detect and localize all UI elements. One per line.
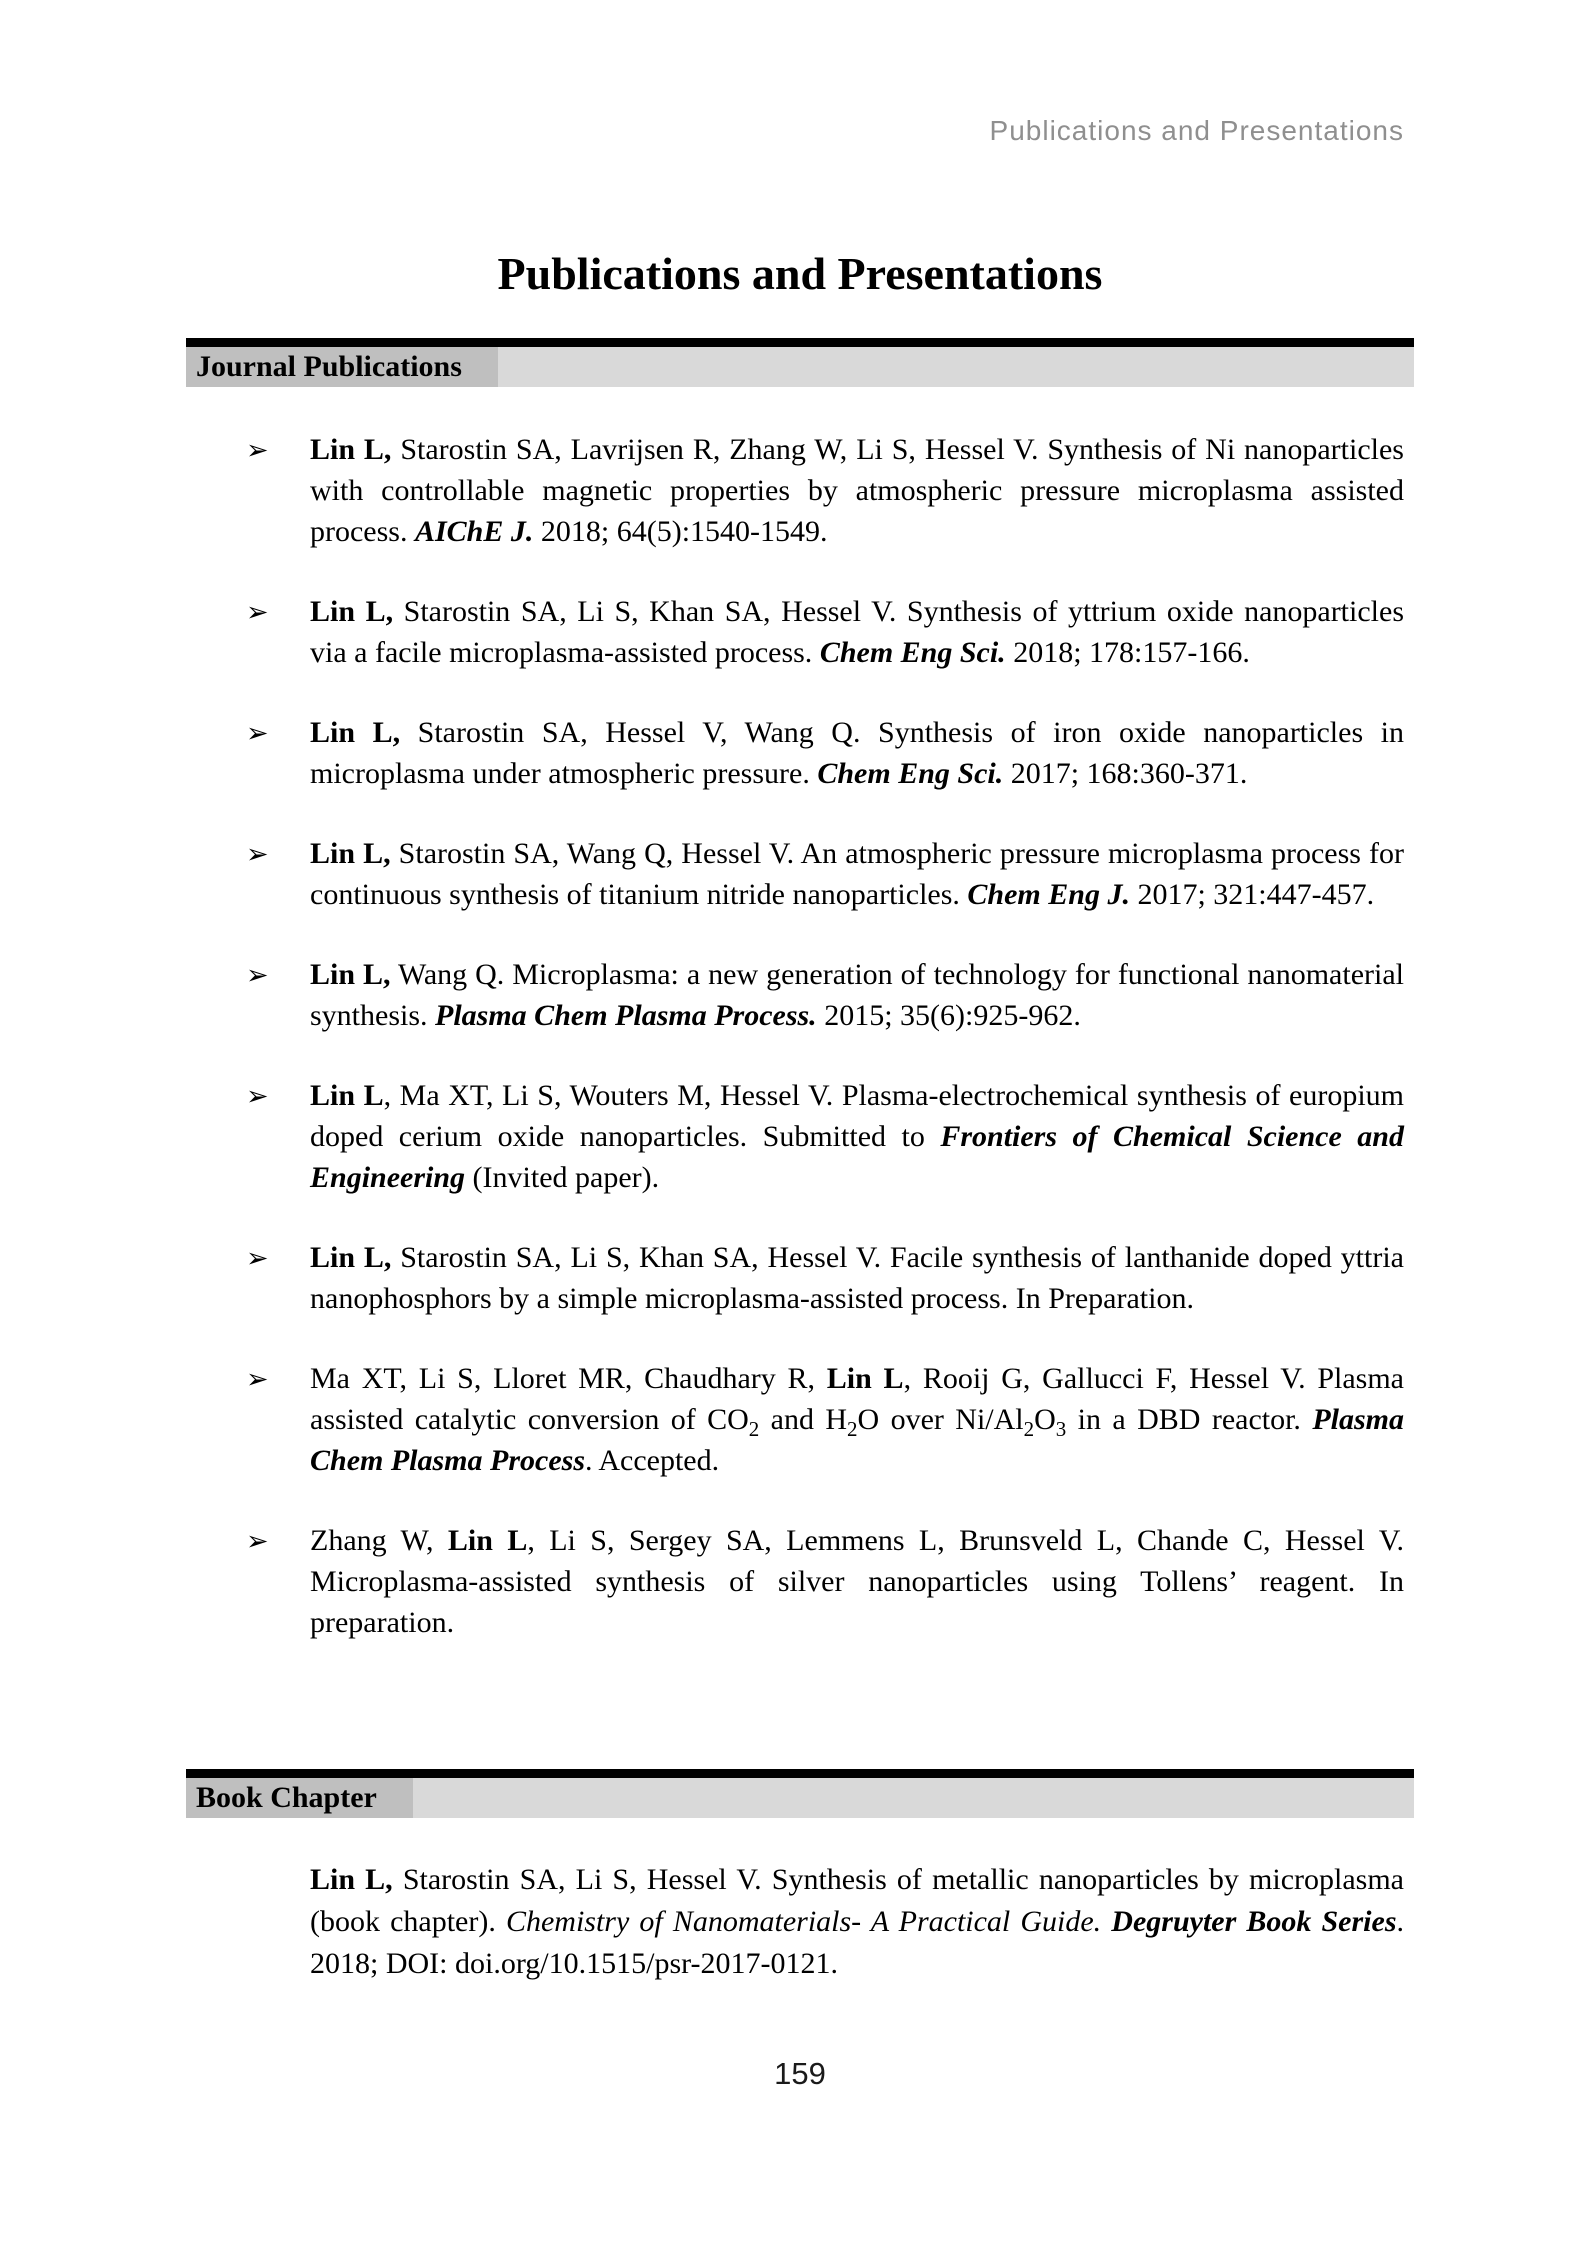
text-segment: 2018; 178:157-166. (1005, 636, 1250, 669)
text-segment: and H (759, 1403, 848, 1436)
text-segment: Degruyter Book Series (1111, 1905, 1397, 1938)
running-header: Publications and Presentations (989, 115, 1404, 146)
bullet-arrow-icon: ➢ (246, 1364, 269, 1395)
book-chapter-entry (310, 1859, 1404, 1985)
bullet-arrow-icon: ➢ (246, 1081, 269, 1112)
publication-text (310, 1241, 1404, 1315)
section-rule (186, 338, 1414, 347)
journal-publications-section-header (186, 338, 1414, 387)
text-segment: Chem Eng J. (967, 878, 1130, 911)
publication-item (186, 591, 1404, 673)
text-segment: Zhang W, (310, 1524, 448, 1557)
text-segment: . Accepted. (585, 1444, 720, 1477)
publication-text (310, 958, 1404, 1032)
publication-item (186, 833, 1404, 915)
text-segment: Lin L, (310, 837, 391, 870)
publication-text (310, 595, 1404, 669)
text-segment: Chemistry of Nanomaterials- A Practical Guide. (505, 1905, 1102, 1938)
text-segment: O (1034, 1403, 1056, 1436)
text-segment: Starostin SA, Li S, Hessel V. Synthesis of metallic nanoparticles by microplasma (book chapter). (310, 1863, 1404, 1938)
text-segment: in a DBD reactor. (1066, 1403, 1313, 1436)
text-segment: 2017; 168:360-371. (1003, 757, 1248, 790)
text-segment: Plasma Chem Plasma Process (310, 1403, 1404, 1477)
bullet-arrow-icon: ➢ (246, 960, 269, 991)
text-segment: 2017; 321:447-457. (1129, 878, 1375, 911)
publication-text (310, 716, 1404, 790)
text-segment: Chem Eng Sci. (819, 636, 1006, 669)
text-segment: Starostin SA, Li S, Khan SA, Hessel V. Facile synthesis of lanthanide doped yttria nanophosphors by a simple microplasma-assisted process. In Preparation. (310, 1241, 1404, 1315)
book-chapter-section-header (186, 1769, 1414, 1818)
publication-text (310, 837, 1404, 911)
text-segment: Lin L, (310, 958, 391, 991)
page-title: Publications and Presentations (497, 248, 1103, 299)
text-segment: AIChE J. (414, 515, 534, 548)
text-segment: , Ma XT, Li S, Wouters M, Hessel V. Plasma-electrochemical synthesis of europium doped cerium oxide nanoparticles. Submitted to (310, 1079, 1404, 1153)
text-segment: Starostin SA, Lavrijsen R, Zhang W, Li S, Hessel V. Synthesis of Ni nanoparticles with controllable magnetic properties by atmospheric pressure microplasma assisted process. (310, 433, 1404, 548)
bullet-arrow-icon: ➢ (246, 1526, 269, 1557)
section-band (186, 1778, 1414, 1818)
text-segment: Starostin SA, Wang Q, Hessel V. An atmospheric pressure microplasma process for continuous synthesis of titanium nitride nanoparticles. (310, 837, 1404, 911)
bullet-arrow-icon: ➢ (246, 435, 269, 466)
publication-text (310, 433, 1404, 548)
text-segment (1101, 1905, 1111, 1938)
section-label-book-chapter: Book Chapter (186, 1778, 413, 1818)
text-segment: 2018; 64(5):1540-1549. (533, 515, 828, 548)
publication-item (186, 1237, 1404, 1319)
section-label-journal-publications: Journal Publications (186, 347, 498, 387)
text-segment: Wang Q. Microplasma: a new generation of technology for functional nanomaterial synthesis. (310, 958, 1404, 1032)
text-segment: 3 (1055, 1417, 1067, 1441)
section-rule (186, 1769, 1414, 1778)
text-segment: Frontiers of Chemical Science and Engineering (310, 1120, 1404, 1194)
bullet-arrow-icon: ➢ (246, 839, 269, 870)
text-segment: Lin L, (310, 716, 401, 749)
text-segment: . 2018; DOI: doi.org/10.1515/psr-2017-0121. (310, 1905, 1404, 1980)
text-segment: Lin L, (310, 595, 394, 628)
text-segment: Lin L, (310, 1241, 392, 1274)
text-segment: Lin L, (310, 1863, 393, 1896)
text-segment: Lin L, (310, 433, 392, 466)
publication-item (186, 1520, 1404, 1643)
text-segment: 2015; 35(6):925-962. (816, 999, 1081, 1032)
text-segment: O over Ni/Al (857, 1403, 1024, 1436)
bullet-arrow-icon: ➢ (246, 597, 269, 628)
publication-item (186, 1075, 1404, 1198)
publication-item (186, 954, 1404, 1036)
bullet-arrow-icon: ➢ (246, 718, 269, 749)
text-segment: Plasma Chem Plasma Process. (435, 999, 817, 1032)
journal-publication-list (186, 429, 1404, 1643)
publication-text (310, 1362, 1404, 1477)
text-segment: (Invited paper). (465, 1161, 660, 1194)
page-number: 159 (774, 2056, 826, 2091)
publication-item (186, 1358, 1404, 1481)
text-segment: Starostin SA, Li S, Khan SA, Hessel V. Synthesis of yttrium oxide nanoparticles via a facile microplasma-assisted process. (310, 595, 1404, 669)
text-segment: Lin L (826, 1362, 904, 1395)
publication-item (186, 429, 1404, 552)
text-segment: Lin L (310, 1079, 384, 1112)
publication-item (186, 712, 1404, 794)
text-segment: Ma XT, Li S, Lloret MR, Chaudhary R, (310, 1362, 827, 1395)
text-segment: 2 (1023, 1417, 1035, 1441)
publication-text (310, 1524, 1404, 1639)
text-segment: Chem Eng Sci. (817, 757, 1004, 790)
section-band (186, 347, 1414, 387)
text-segment: Lin L (447, 1524, 528, 1557)
text-segment: , Li S, Sergey SA, Lemmens L, Brunsveld L, Chande C, Hessel V. Microplasma-assisted synthesis of silver nanoparticles using Tollens’ reagent. In preparation. (310, 1524, 1404, 1639)
publication-text (310, 1079, 1404, 1194)
bullet-arrow-icon: ➢ (246, 1243, 269, 1274)
text-segment: Starostin SA, Hessel V, Wang Q. Synthesis of iron oxide nanoparticles in microplasma under atmospheric pressure. (310, 716, 1405, 790)
text-segment: 2 (748, 1417, 760, 1441)
text-segment: , Rooij G, Gallucci F, Hessel V. Plasma assisted catalytic conversion of CO (310, 1362, 1404, 1436)
text-segment: 2 (847, 1417, 858, 1441)
